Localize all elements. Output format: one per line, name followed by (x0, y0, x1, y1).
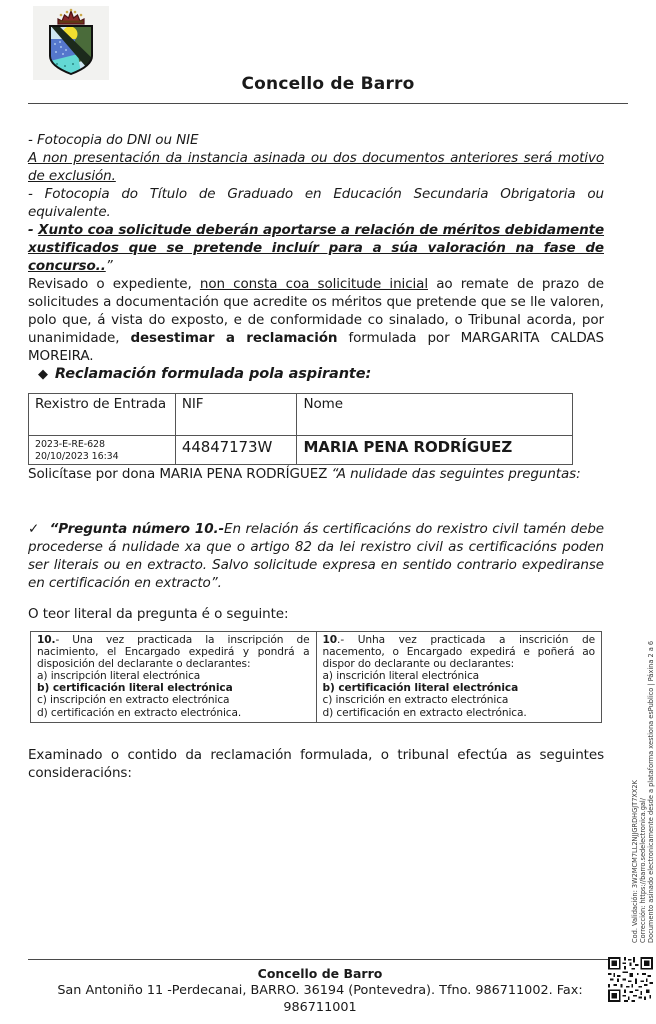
solicitase-pre: Solicítase por dona MARIA PENA RODRÍGUEZ (28, 466, 332, 482)
qr-code (608, 957, 653, 1002)
question-right-num: 10 (322, 634, 338, 646)
item-fotocopia-dni: - Fotocopia do DNI ou NIE (28, 132, 199, 148)
footer-rule (28, 959, 616, 960)
meritos-text: Xunto coa solicitude deberán aportarse a relación de méritos debidamente xustificados que se pretende incluír para a súa valoración na fase de concurso.. (28, 222, 605, 274)
option-a-left: a) inscripción literal electrónica (37, 670, 201, 683)
meritos-close-quote: ” (105, 258, 113, 274)
revisado-paragraph (28, 275, 604, 365)
pregunta10-paragraph (28, 520, 604, 592)
item-fotocopia-titulo: - Fotocopia do Título de Graduado en Educación Secundaria Obrigatoria ou equivalente. (28, 186, 604, 220)
solicitase-paragraph (28, 465, 604, 483)
reclamacion-heading-label: Reclamación formulada pola aspirante: (54, 366, 372, 382)
concello-coat-of-arms-logo (33, 6, 109, 80)
revisado-underlined: non consta coa solicitude inicial (199, 276, 428, 292)
document-body (28, 131, 604, 782)
question-table (30, 631, 602, 723)
registry-table (28, 393, 573, 465)
option-c-right: c) inscrición en extracto electrónica (322, 694, 509, 707)
registry-entry-cell (29, 436, 176, 465)
revisado-post: formulada por MARGARITA CALDAS MOREIRA. (28, 330, 604, 364)
question-cell-galician (316, 632, 602, 723)
revisado-mid: ao remate de prazo de solicitudes a documentación que acredite os méritos que pretende que se lle valoren, polo que, á vista do exposto, e de conformidade co sinalado, o Tribunal acorda, por unanimidade, (28, 276, 605, 346)
question-left-intro (37, 634, 310, 670)
revisado-pre: Revisado o expediente, (28, 276, 200, 292)
meritos-prefix: - (28, 222, 39, 238)
question-left-text: - Una vez practicada la inscripción de nacimiento, el Encargado expedirá y pondrá a disposición del declarante o declarantes: (37, 634, 310, 671)
registry-header-row (29, 394, 573, 436)
examinado-paragraph: Examinado o contido da reclamación formulada, o tribunal efectúa as seguintes consideracións: (28, 746, 604, 781)
footer-address: San Antoniño 11 -Perdecanai, BARRO. 36194 (Pontevedra). Tfno. 986711002. Fax: 986711001 (57, 983, 583, 1015)
solicitase-quote: “A nulidade das seguintes preguntas: (331, 466, 581, 482)
registry-col-rexistro: Rexistro de Entrada (29, 394, 176, 436)
registry-entry-number: 2023-E-RE-628 (35, 439, 105, 450)
question-table-row (31, 632, 602, 723)
option-b-right: b) certificación literal electrónica (322, 682, 519, 695)
registry-col-nome: Nome (297, 394, 573, 436)
pregunta10-text: En relación ás certificacións do rexistro civil tamén debe procederse á nulidade xa que o artigo 82 da lei rexistro civil as certificacións poden ser literais ou en extracto. Salvo solicitude expresa en sentido contrario expediranse en certificación en extracto”. (28, 521, 604, 591)
item-meritos (28, 221, 604, 275)
option-d-left: d) certificación en extracto electrónica. (37, 706, 242, 719)
check-icon: ✓ (28, 521, 40, 537)
exclusion-note: A non presentación da instancia asinada ou dos documentos anteriores será motivo de exclusión. (28, 150, 604, 184)
header-rule (28, 103, 628, 104)
page-title: Concello de Barro (241, 74, 415, 94)
teor-line: O teor literal da pregunta é o seguinte: (28, 606, 289, 622)
question-right-intro (323, 634, 596, 670)
option-a-right: a) inscrición literal electrónica (322, 670, 480, 683)
margin-signature-note: Documento asinado electronicamente desde a plataforma xestiona esPublico | Páxina 2 a 6 (647, 640, 655, 943)
registry-data-row (29, 436, 573, 465)
margin-verification-url: Corrección: https://barro.sedelectronica.gal/ (639, 798, 647, 943)
question-left-num: 10. (37, 634, 56, 646)
footer-entity-name: Concello de Barro (257, 966, 383, 981)
registry-nif-cell: 44847173W (175, 436, 297, 465)
reclamacion-heading (28, 365, 604, 384)
page-footer (28, 966, 612, 1016)
qr-code-icon (608, 957, 653, 1002)
registry-name-cell: MARIA PENA RODRÍGUEZ (297, 436, 573, 465)
pregunta10-lead: “Pregunta número 10.- (49, 521, 225, 537)
option-b-left: b) certificación literal electrónica (37, 682, 233, 695)
registry-entry-datetime: 20/10/2023 16:34 (35, 450, 119, 462)
diamond-bullet-icon: ◆ (38, 367, 48, 382)
revisado-bold: desestimar a reclamación (130, 330, 338, 346)
question-right-text: .- Unha vez practicada a inscrición de nacemento, o Encargado expedirá e poñerá ao dispor do declarante ou declarantes: (322, 634, 595, 671)
coat-of-arms-icon (33, 6, 109, 80)
question-cell-spanish (31, 632, 317, 723)
registry-col-nif: NIF (175, 394, 297, 436)
option-d-right: d) certificación en extracto electrónica. (322, 706, 527, 719)
margin-validation-code: Cod. Validación: 3W2MCM7LL2NJJGRDHGJT7XX2K (631, 780, 639, 943)
option-c-left: c) inscripción en extracto electrónica (37, 694, 230, 707)
